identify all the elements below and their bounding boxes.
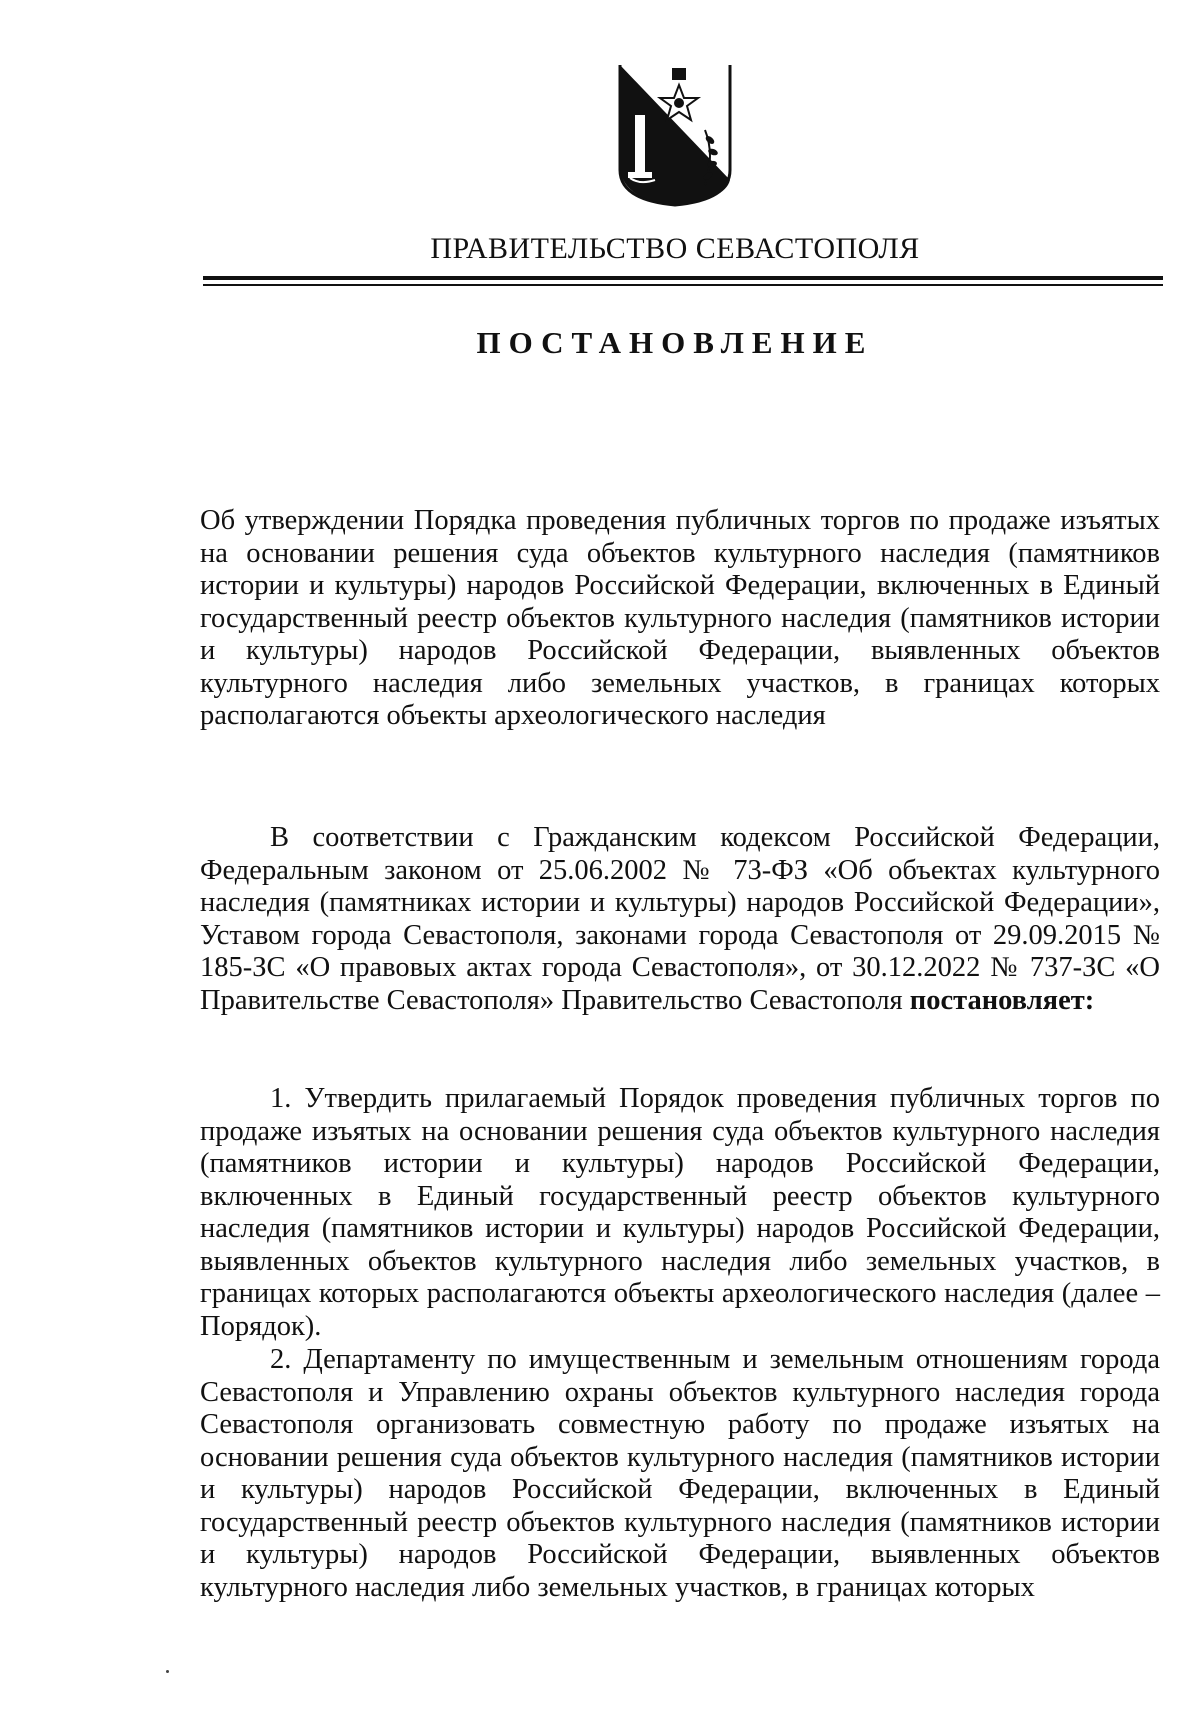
- preamble: [200, 822, 1160, 1017]
- resolves-word: постановляет:: [909, 984, 1095, 1016]
- header-divider-thin: [203, 284, 1163, 286]
- coat-of-arms-icon: [610, 60, 740, 210]
- document-type: ПОСТАНОВЛЕНИЕ: [476, 325, 874, 360]
- resolution-item-2: 2. Департаменту по имущественным и земельным отношениям города Севастополя и Управлению охраны объектов культурного наследия города Севастополя организовать совместную работу по продаже изъятых на основании решения суда объектов культурного наследия (памятников истории и культуры) народов Российской Федерации, включенных в Единый государственный реестр объектов культурного наследия (памятников истории и культуры) народов Российской Федерации, выявленных объектов культурного наследия либо земельных участков, в границах которых: [200, 1344, 1160, 1603]
- scan-speck: [166, 1670, 169, 1673]
- document-subject: Об утверждении Порядка проведения публичных торгов по продаже изъятых на основании решения суда объектов культурного наследия (памятников истории и культуры) народов Российской Федерации, включенных в Единый государственный реестр объектов культурного наследия (памятников истории и культуры) народов Российской Федерации, выявленных объектов культурного наследия либо земельных участков, в границах которых располагаются объекты археологического наследия: [200, 505, 1160, 731]
- preamble-text: В соответствии с Гражданским кодексом Российской Федерации, Федеральным законом от 25.06.2002 № 73-ФЗ «Об объектах культурного наследия (памятниках истории и культуры) народов Российской Федерации», Уставом города Севастополя, законами города Севастополя от 29.09.2015 № 185-ЗС «О правовых актах города Севастополя», от 30.12.2022 № 737-ЗС «О Правительстве Севастополя» Правительство Севастополя: [200, 822, 1160, 1016]
- header-divider-thick: [203, 276, 1163, 280]
- resolution-item-1: 1. Утвердить прилагаемый Порядок проведения публичных торгов по продаже изъятых на основании решения суда объектов культурного наследия (памятников истории и культуры) народов Российской Федерации, включенных в Единый государственный реестр объектов культурного наследия (памятников истории и культуры) народов Российской Федерации, выявленных объектов культурного наследия либо земельных участков, в границах которых располагаются объекты археологического наследия (далее – Порядок).: [200, 1083, 1160, 1342]
- government-title: ПРАВИТЕЛЬСТВО СЕВАСТОПОЛЯ: [430, 232, 920, 265]
